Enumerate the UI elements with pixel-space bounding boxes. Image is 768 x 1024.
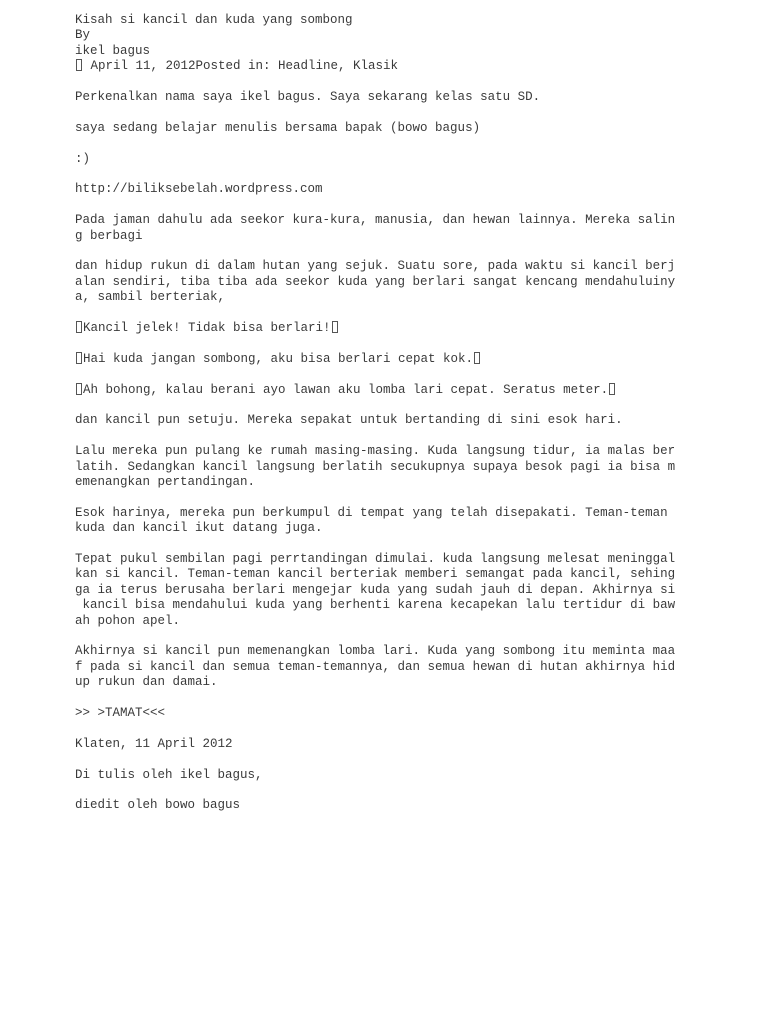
byline-label: By bbox=[75, 28, 91, 43]
quote-text: Ah bohong, kalau berani ayo lawan aku lomba lari cepat. Seratus meter. bbox=[83, 382, 609, 397]
paragraph bbox=[75, 506, 675, 537]
paragraph bbox=[75, 444, 675, 490]
text-line: g berbagi bbox=[75, 228, 143, 243]
text-line: Tepat pukul sembilan pagi perrtandingan dimulai. kuda langsung melesat meninggal bbox=[75, 552, 676, 567]
quote-text: Kancil jelek! Tidak bisa berlari! bbox=[83, 321, 331, 336]
text-line: Perkenalkan nama saya ikel bagus. Saya sekarang kelas satu SD. bbox=[75, 90, 541, 105]
text-line bbox=[75, 383, 675, 398]
missing-glyph-icon bbox=[76, 59, 82, 71]
text-line: ah pohon apel. bbox=[75, 613, 181, 628]
text-line: a, sambil berteriak, bbox=[75, 290, 226, 305]
paragraph bbox=[75, 182, 675, 197]
text-line: :) bbox=[75, 151, 91, 166]
paragraph bbox=[75, 798, 675, 813]
paragraph bbox=[75, 152, 675, 167]
author-name: ikel bagus bbox=[75, 43, 151, 58]
date-line bbox=[75, 59, 675, 74]
text-line: kuda dan kancil ikut datang juga. bbox=[75, 521, 323, 536]
text-line: dan kancil pun setuju. Mereka sepakat untuk bertanding di sini esok hari. bbox=[75, 413, 623, 428]
text-line: dan hidup rukun di dalam hutan yang sejuk. Suatu sore, pada waktu si kancil berj bbox=[75, 259, 676, 274]
article-title: Kisah si kancil dan kuda yang sombong bbox=[75, 13, 353, 27]
text-line: Pada jaman dahulu ada seekor kura-kura, manusia, dan hewan lainnya. Mereka salin bbox=[75, 213, 676, 228]
quote-text: Hai kuda jangan sombong, aku bisa berlari cepat kok. bbox=[83, 351, 474, 366]
article-header bbox=[75, 13, 675, 75]
text-line bbox=[75, 352, 675, 367]
text-line: Esok harinya, mereka pun berkumpul di tempat yang telah disepakati. Teman-teman bbox=[75, 505, 668, 520]
paragraph bbox=[75, 644, 675, 690]
text-line: http://biliksebelah.wordpress.com bbox=[75, 182, 323, 197]
missing-glyph-icon bbox=[76, 321, 82, 333]
text-line: emenangkan pertandingan. bbox=[75, 475, 256, 490]
text-line: f pada si kancil dan semua teman-temannya, dan semua hewan di hutan akhirnya hid bbox=[75, 659, 676, 674]
missing-glyph-icon bbox=[332, 321, 338, 333]
text-line: >> >TAMAT<<< bbox=[75, 706, 166, 721]
text-line: Klaten, 11 April 2012 bbox=[75, 736, 233, 751]
paragraph bbox=[75, 121, 675, 136]
text-line bbox=[75, 321, 675, 336]
text-line: saya sedang belajar menulis bersama bapak (bowo bagus) bbox=[75, 120, 481, 135]
text-line: diedit oleh bowo bagus bbox=[75, 798, 241, 813]
text-line: latih. Sedangkan kancil langsung berlatih secukupnya supaya besok pagi ia bisa m bbox=[75, 459, 676, 474]
paragraph bbox=[75, 552, 675, 629]
text-line: Di tulis oleh ikel bagus, bbox=[75, 767, 263, 782]
text-line: kancil bisa mendahului kuda yang berhenti karena kecapekan lalu tertidur di baw bbox=[75, 598, 676, 613]
quote-paragraph bbox=[75, 321, 675, 336]
missing-glyph-icon bbox=[609, 383, 615, 395]
date-text: April 11, 2012Posted in: Headline, Klasik bbox=[83, 59, 399, 74]
paragraph bbox=[75, 768, 675, 783]
paragraph bbox=[75, 90, 675, 105]
paragraph bbox=[75, 706, 675, 721]
paragraph bbox=[75, 213, 675, 244]
paragraph bbox=[75, 737, 675, 752]
article bbox=[75, 13, 675, 829]
quote-paragraph bbox=[75, 352, 675, 367]
paragraph bbox=[75, 259, 675, 305]
missing-glyph-icon bbox=[76, 383, 82, 395]
text-line: Lalu mereka pun pulang ke rumah masing-masing. Kuda langsung tidur, ia malas ber bbox=[75, 444, 676, 459]
missing-glyph-icon bbox=[474, 352, 480, 364]
missing-glyph-icon bbox=[76, 352, 82, 364]
paragraph bbox=[75, 413, 675, 428]
article-body bbox=[75, 90, 675, 814]
text-line: alan sendiri, tiba tiba ada seekor kuda yang berlari sangat kencang mendahuluiny bbox=[75, 274, 676, 289]
text-line: up rukun dan damai. bbox=[75, 675, 218, 690]
text-line: kan si kancil. Teman-teman kancil berteriak memberi semangat pada kancil, sehing bbox=[75, 567, 676, 582]
text-line: ga ia terus berusaha berlari mengejar kuda yang sudah jauh di depan. Akhirnya si bbox=[75, 582, 676, 597]
text-line: Akhirnya si kancil pun memenangkan lomba lari. Kuda yang sombong itu meminta maa bbox=[75, 644, 676, 659]
quote-paragraph bbox=[75, 383, 675, 398]
